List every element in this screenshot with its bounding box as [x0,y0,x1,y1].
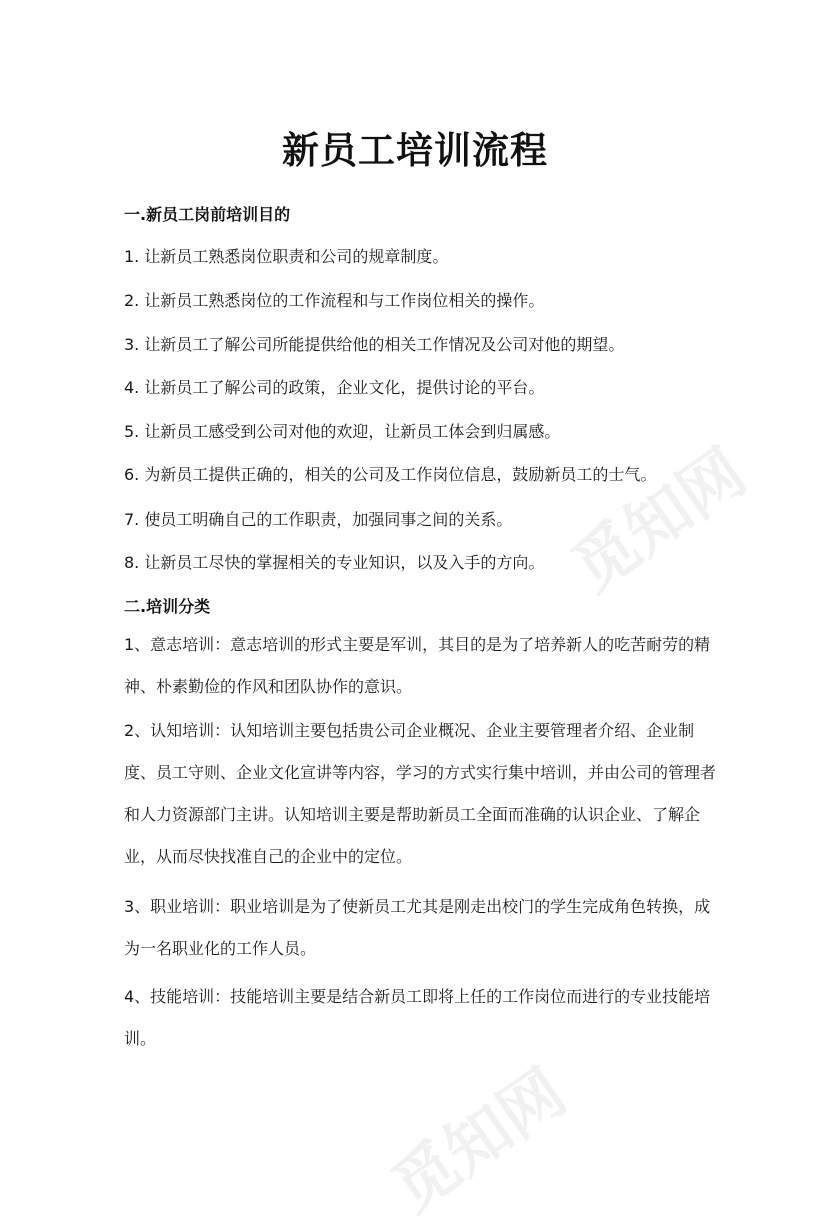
list-item: 4. 让新员工了解公司的政策，企业文化，提供讨论的平台。 [124,378,545,397]
list-item: 3. 让新员工了解公司所能提供给他的相关工作情况及公司对他的期望。 [124,335,625,354]
watermark-mark: 觅知网 [559,435,760,607]
list-item: 8. 让新员工尽快的掌握相关的专业知识，以及入手的方向。 [124,553,545,572]
section-heading-categories: 二.培训分类 [124,597,211,616]
list-item: 2. 让新员工熟悉岗位的工作流程和与工作岗位相关的操作。 [124,291,545,310]
paragraph: 1、意志培训：意志培训的形式主要是军训，其目的是为了培养新人的吃苦耐劳的精神、朴素勤俭的作风和团队协作的意识。 [124,635,711,696]
paragraph: 4、技能培训：技能培训主要是结合新员工即将上任的工作岗位而进行的专业技能培训。 [124,987,711,1048]
list-item: 5. 让新员工感受到公司对他的欢迎，让新员工体会到归属感。 [124,422,561,441]
list-item: 6. 为新员工提供正确的，相关的公司及工作岗位信息，鼓励新员工的士气。 [124,465,657,484]
paragraph: 3、职业培训：职业培训是为了使新员工尤其是刚走出校门的学生完成角色转换，成为一名职业化的工作人员。 [124,897,711,958]
list-item: 1. 让新员工熟悉岗位职责和公司的规章制度。 [124,247,449,266]
paragraph: 2、认知培训：认知培训主要包括贵公司企业概况、企业主要管理者介绍、企业制度、员工守则、企业文化宣讲等内容，学习的方式实行集中培训，并由公司的管理者和人力资源部门主讲。认知培训主要是帮助新员工全面而准确的认识企业、了解企业，从而尽快找准自己的企业中的定位。 [124,721,717,866]
page-title: 新员工培训流程 [282,128,548,172]
watermark-mark: 觅知网 [379,1055,580,1227]
list-item: 7. 使员工明确自己的工作职责，加强同事之间的关系。 [124,510,513,529]
section-heading-purpose: 一.新员工岗前培训目的 [124,205,291,224]
